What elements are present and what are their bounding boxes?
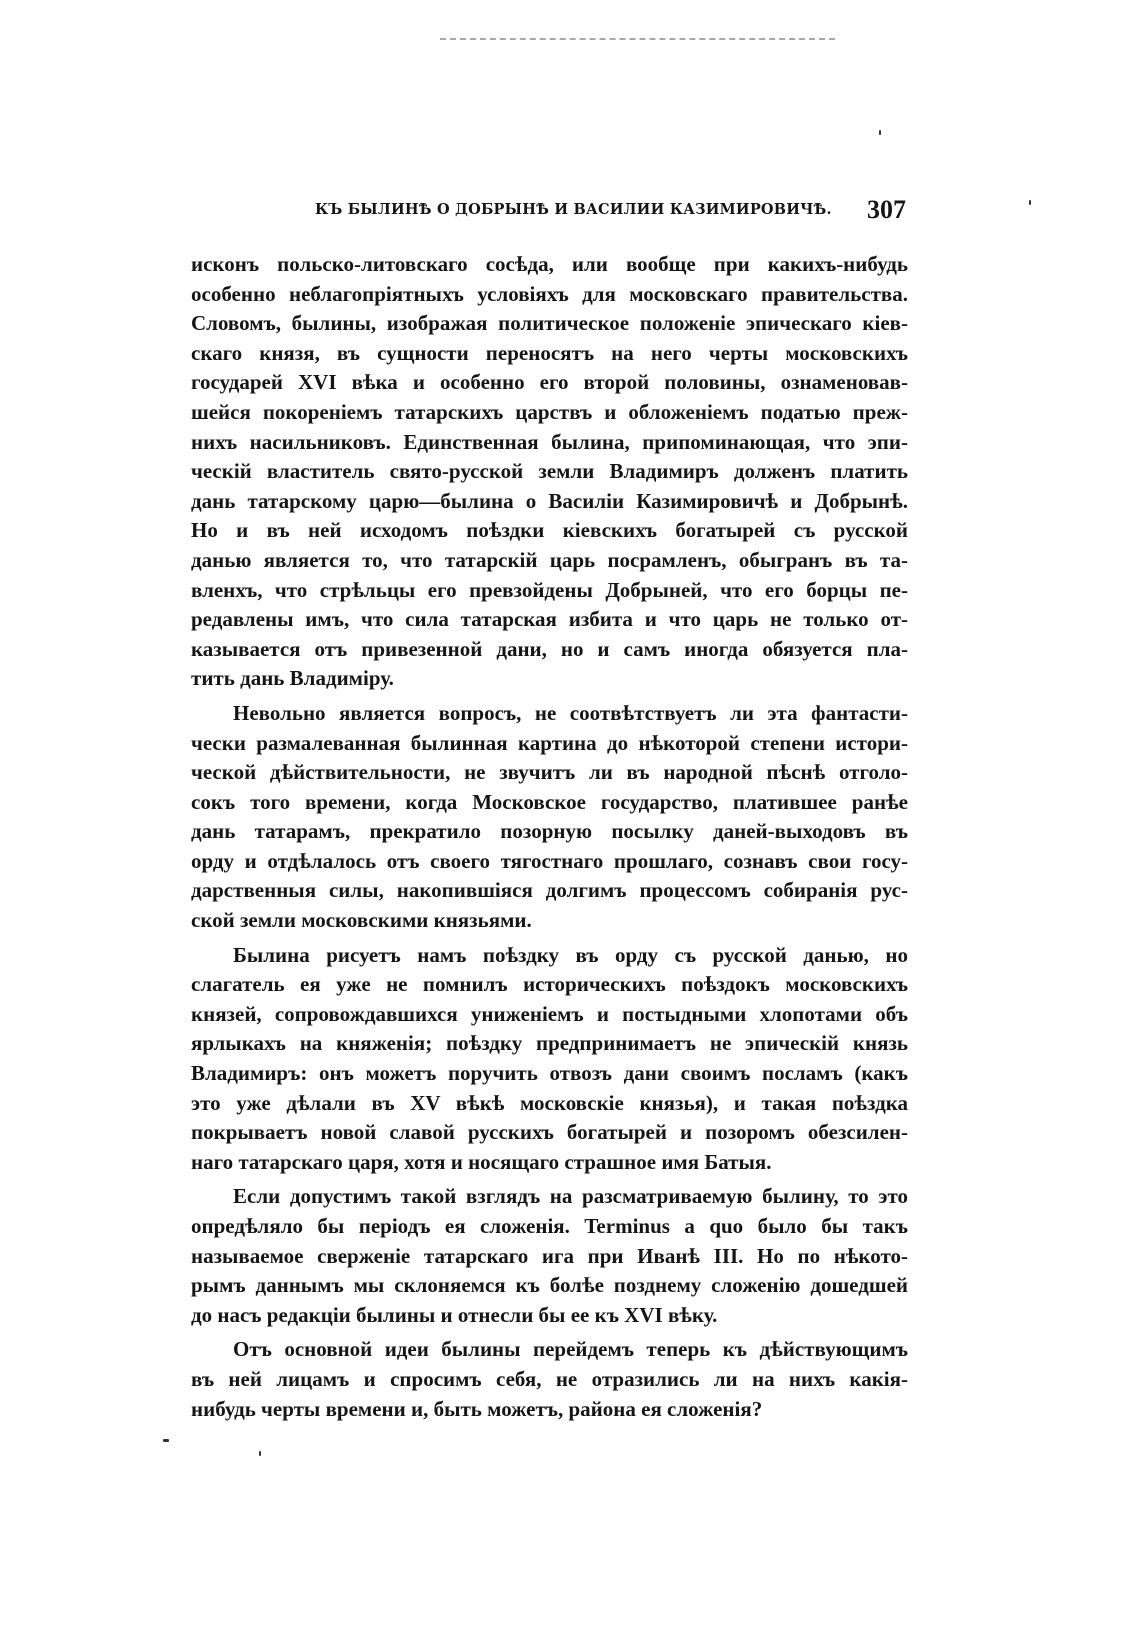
text-line: опредѣляло бы періодъ ея сложенія. Terminus a quo было бы такъ <box>191 1214 908 1238</box>
text-line: слагатель ея уже не помнилъ историческихъ поѣздокъ московскихъ <box>191 972 908 997</box>
paragraph <box>191 699 908 936</box>
text-line: это уже дѣлали въ XV вѣкѣ московскіе князья), и такая поѣздка <box>191 1090 908 1115</box>
text-line: чески размалеванная былинная картина до нѣкоторой степени истори- <box>191 730 908 755</box>
running-head: КЪ БЫЛИНѢ О ДОБРЫНѢ И ВАСИЛИИ КАЗИМИРОВИЧѢ. <box>315 201 832 218</box>
text-line: ческій властитель свято-русской земли Владимиръ долженъ платить <box>191 459 908 484</box>
text-line: покрываетъ новой славой русскихъ богатырей и позоромъ обезсилен- <box>191 1120 908 1145</box>
text-line: ской земли московскими князьями. <box>191 908 532 933</box>
text-line: ческой дѣйствительности, не звучитъ ли въ народной пѣснѣ отголо- <box>191 760 908 785</box>
paragraph <box>191 250 908 694</box>
text-line: исконъ польско-литовскаго сосѣда, или вообще при какихъ-нибудь <box>191 252 908 276</box>
text-line: дань татарскому царю—былина о Василіи Казимировичѣ и Добрынѣ. <box>191 488 908 513</box>
text-line: особенно неблагопріятныхъ условіяхъ для московскаго правительства. <box>191 281 908 306</box>
text-line: Если допустимъ такой взглядъ на разсматриваемую былину, то это <box>233 1184 908 1209</box>
text-line: рымъ даннымъ мы склоняемся къ болѣе позднему сложенію дошедшей <box>191 1273 908 1298</box>
text-line: вленхъ, что стрѣльцы его превзойдены Добрыней, что его борцы пе- <box>191 577 908 602</box>
text-line: шейся покореніемъ татарскихъ царствъ и обложеніемъ податью преж- <box>191 399 908 424</box>
text-line: Но и въ ней исходомъ поѣздки кіевскихъ богатырей съ русской <box>191 518 908 543</box>
scan-speck <box>1029 200 1031 205</box>
paragraph <box>191 1335 908 1424</box>
text-line: до насъ редакціи былины и отнесли бы ее къ XVI вѣку. <box>191 1302 718 1327</box>
text-line: дань татарамъ, прекратило позорную посылку даней-выходовъ въ <box>191 819 908 844</box>
scan-edge-rule <box>440 38 835 40</box>
body-text <box>191 250 908 1424</box>
text-line: называемое сверженіе татарскаго ига при Иванѣ III. Но по нѣкото- <box>191 1243 908 1268</box>
text-line: Словомъ, былины, изображая политическое положеніе эпическаго кіев- <box>191 311 908 336</box>
text-line: ярлыкахъ на княженія; поѣздку предпринимаетъ не эпическій князь <box>191 1031 908 1056</box>
text-line: въ ней лицамъ и спросимъ себя, не отразились ли на нихъ какія- <box>191 1366 908 1391</box>
text-line: наго татарскаго царя, хотя и носящаго страшное имя Батыя. <box>191 1149 772 1174</box>
text-line: сокъ того времени, когда Московское государство, платившее ранѣе <box>191 789 908 814</box>
text-line: скаго князя, въ сущности переносятъ на него черты московскихъ <box>191 340 908 365</box>
text-line: казывается отъ привезенной дани, но и самъ иногда обязуется пла- <box>191 636 908 661</box>
text-line: Былина рисуетъ намъ поѣздку въ орду съ русской данью, но <box>233 942 908 967</box>
scan-speck <box>259 1451 261 1456</box>
scan-speck <box>879 130 881 135</box>
text-line: тить дань Владиміру. <box>191 666 394 691</box>
text-line: данью является то, что татарскій царь посрамленъ, обыгранъ въ та- <box>191 547 908 572</box>
page-number: 307 <box>867 195 906 224</box>
text-line: нихъ насильниковъ. Единственная былина, припоминающая, что эпи- <box>191 429 908 454</box>
text-line: Невольно является вопросъ, не соотвѣтствуетъ ли эта фантасти- <box>233 700 908 725</box>
text-line: Отъ основной идеи былины перейдемъ теперь къ дѣйствующимъ <box>233 1337 908 1362</box>
text-line: орду и отдѣлалось отъ своего тягостнаго прошлаго, сознавъ свои госу- <box>191 848 908 873</box>
paragraph <box>191 1182 908 1330</box>
text-line: Владимиръ: онъ можетъ поручить отвозъ дани своимъ посламъ (какъ <box>191 1061 908 1086</box>
text-line: редавлены имъ, что сила татарская избита и что царь не только от- <box>191 607 908 632</box>
scan-speck <box>163 1439 169 1442</box>
paragraph <box>191 941 908 1178</box>
text-line: князей, сопровождавшихся униженіемъ и постыдными хлопотами объ <box>191 1001 908 1026</box>
text-line: нибудь черты времени и, быть можетъ, района ея сложенія? <box>191 1396 763 1421</box>
text-line: дарственныя силы, накопившіяся долгимъ процессомъ собиранія рус- <box>191 878 908 903</box>
text-line: государей XVI вѣка и особенно его второй половины, ознаменовав- <box>191 370 908 395</box>
